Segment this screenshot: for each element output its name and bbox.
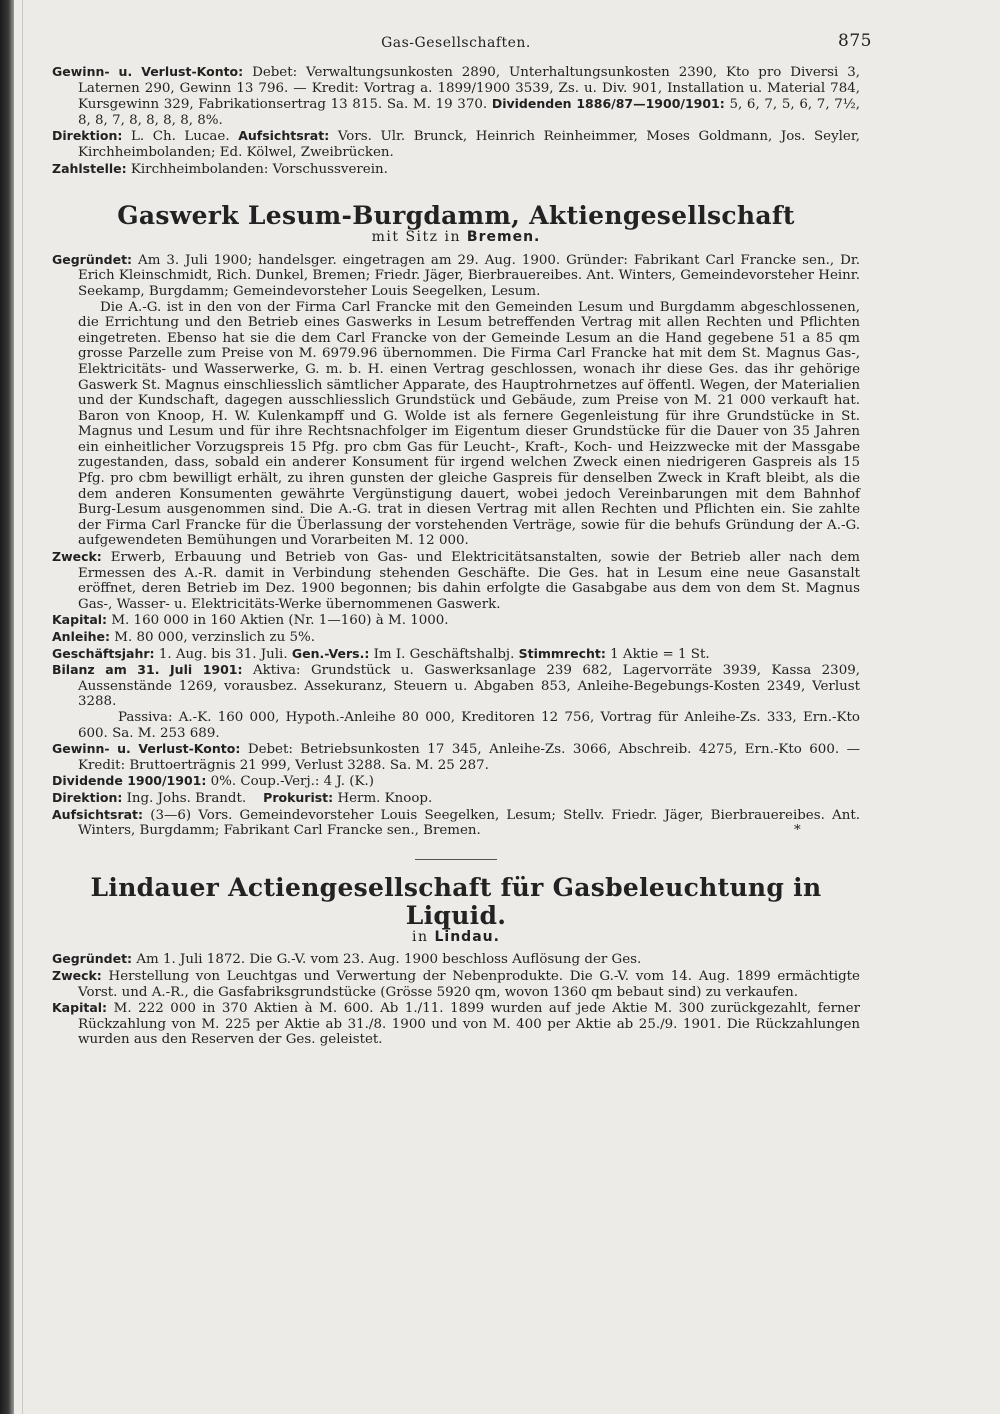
company-seat [52,930,860,946]
field-text: Kirchheimbolanden: Vorschussverein. [130,161,388,177]
field-label: Direktion: [52,789,123,805]
company-entry-gaswerk-lesum [52,202,860,839]
page-content [52,31,872,1048]
field-label: Gegründet: [52,951,133,967]
seat-city: Lindau. [434,928,500,945]
seat-city: Bremen. [466,229,541,246]
company-entry-lindauer [52,874,860,1048]
management [52,790,860,807]
field-label: Stimmrecht: [518,645,606,661]
field-label: Anleihe: [52,629,110,644]
paying-agent [52,161,860,178]
field-label: Gewinn- u. Verlust-Konto: [52,741,241,757]
field-label: Dividenden 1886/87—1900/1901: [491,96,725,112]
field-text: L. Ch. Lucae. [130,129,230,145]
field-text: 1. Aug. bis 31. Juli. [158,646,288,662]
company-title: Gaswerk Lesum-Burgdamm, Aktiengesellschaft [117,201,795,231]
seat-prefix: mit Sitz in [371,229,461,246]
field-text: M. 222 000 in 370 Aktien à M. 600. Ab 1./11. 1899 wurden auf jede Aktie M. 300 zurückgezahlt, ferner Rückzahlung von M. 225 per Aktie ab 31./8. 1900 und von M. 400 per Aktie ab 25./9. 1901. Die Rückzahlungen wurden aus den Reserven der Ges. geleistet. [78,1001,860,1048]
field-text: Im I. Geschäftshalbj. [373,646,515,662]
separator-rule [415,859,497,860]
field-label: Aufsichtsrat: [52,806,144,822]
field-text: Aktiva: Grundstück u. Gaswerksanlage 239 682, Lagervorräte 3939, Kassa 2309, Aussenstände 1269, vorausbez. Assekuranz, Steuern u. Abgaben 853, Anleihe-Begebungs-Kosten 2349, Verlust 3288. [78,663,860,710]
page-number: 875 [838,31,872,51]
profit-loss-account [52,741,860,773]
field-label: Dividende 1900/1901: [52,773,207,789]
field-label: Geschäftsjahr: [52,645,155,661]
field-text: Herstellung von Leuchtgas und Verwertung der Nebenprodukte. Die G.-V. vom 14. Aug. 1899 ermächtigte Vorst. und A.-R., die Gasfabriksgrundstücke (Grösse 5920 qm, wovon 1360 qm bebaut sind) zu verkaufen. [78,968,860,1000]
field-text: Erwerb, Erbauung und Betrieb von Gas- und Elektricitätsanstalten, sowie der Betrieb aller nach dem Ermessen des A.-R. damit in Verbindung stehenden Geschäfte. Die Ges. hat in Lesum eine neue Gasanstalt eröffnet, deren Betrieb im Dez. 1900 begonnen; bis dahin erfolgte die Gasabgabe aus dem von dem St. Magnus Gas-, Wasser- u. Elektricitäts-Werke übernommenen Gaswerk. [78,550,860,612]
capital [52,1000,860,1048]
field-text: Vors. Ulr. Brunck, Heinrich Reinheimmer, Moses Goldmann, Jos. Seyler, Kirchheimbolanden; Ed. Kölwel, Zweibrücken. [78,129,861,160]
field-label: Aufsichtsrat: [238,128,330,144]
field-text: 5, 6, 7, 5, 6, 7, 7½, 8, 8, 7, 8, 8, 8, 8, 8%. [78,97,861,128]
supervisory-board: Aufsichtsrat: (3—6) Vors. Gemeindevorsteher Louis Seegelken, Lesum; Stellv. Friedr. Jäger, Bierbrauereibes. Ant. Winters, Burgdamm; Fabrikant Carl Francke sen., Bremen. * [52,806,860,839]
purpose [52,549,860,612]
seat-prefix: in [412,928,429,945]
field-label: Zweck: [52,967,102,983]
field-text: M. 80 000, verzinslich zu 5%. [114,630,315,645]
page-edge-line [22,0,23,1414]
field-label: Prokurist: [263,789,334,805]
field-text: (3—6) Vors. Gemeindevorsteher Louis Seegelken, Lesum; Stellv. Friedr. Jäger, Bierbrauereibes. Ant. Winters, Burgdamm; Fabrikant Carl Francke sen., Bremen. [78,807,860,839]
purpose [52,968,860,1000]
running-head [52,31,872,64]
field-label: Direktion: [52,128,123,144]
field-text: Am 3. Juli 1900; handelsger. eingetragen am 29. Aug. 1900. Gründer: Fabrikant Carl Francke sen., Dr. Erich Kleinschmidt, Rich. Dunkel, Bremen; Friedr. Jäger, Bierbrauereibes. Ant. Winters, Gemeindevorsteher Heinr. Seekamp, Burgdamm; Gemeindevorsteher Louis Seegelken, Lesum. [78,252,860,299]
balance-sheet-liabilities: Passiva: A.-K. 160 000, Hypoth.-Anleihe 80 000, Kreditoren 12 756, Vortrag für Anleihe-Zs. 333, Ern.-Kto 600. Sa. M. 253 689. [78,709,860,741]
founded [52,252,860,300]
field-text: Debet: Verwaltungsunkosten 2890, Unterhaltungsunkosten 2390, Kto pro Diversi 3, Laternen 290, Gewinn 13 796. — Kredit: Vortrag a. 1899/1900 3539, Zs. u. Div. 901, Installation u. Material 784, Kursgewinn 329, Fabrikationsertrag 13 815. Sa. M. 19 370. [78,65,860,113]
dividend [52,773,860,790]
field-text: Am 1. Juli 1872. Die G.-V. vom 23. Aug. 1900 beschloss Auflösung der Ges. [136,952,642,968]
profit-loss-account [52,64,860,128]
loan [52,629,860,646]
field-label: Gewinn- u. Verlust-Konto: [52,64,244,79]
field-label: Bilanz am 31. Juli 1901: [52,662,243,678]
field-label: Zahlstelle: [52,160,127,176]
fiscal-year-line [52,646,860,663]
field-label: Gegründet: [52,251,133,267]
field-text: M. 160 000 in 160 Aktien (Nr. 1—160) à M. 1000. [111,613,449,629]
field-text: Ing. Johs. Brandt. [126,790,247,806]
balance-sheet-assets [52,662,860,710]
field-label: Zweck: [52,549,102,565]
company-title: Lindauer Actiengesellschaft für Gasbeleuchtung in Liquid. [90,872,822,930]
management [52,128,860,160]
book-spine-shadow [0,0,14,1414]
field-text: 0%. Coup.-Verj.: 4 J. (K.) [210,774,374,790]
founded [52,951,860,968]
company-seat [52,230,860,246]
field-label: Gen.-Vers.: [291,645,370,661]
field-text: 1 Aktie = 1 St. [610,646,710,662]
field-text: Debet: Betriebsunkosten 17 345, Anleihe-Zs. 3066, Abschreib. 4275, Ern.-Kto 600. — Kredit: Bruttoerträgnis 21 999, Verlust 3288. Sa. M. 25 287. [78,742,860,773]
field-label: Kapital: [52,612,108,628]
previous-entry-tail [52,64,860,177]
company-history: Die A.-G. ist in den von der Firma Carl Francke mit den Gemeinden Lesum und Burgdamm abgeschlossenen, die Errichtung und den Betrieb eines Gaswerks in Lesum betreffenden Vertrag mit allen Rechten und Pflichten eingetreten. Ebenso hat sie die dem Carl Francke von der Gemeinde Lesum an die Hand gegebene 51 a 85 qm grosse Parzelle zum Preise von M. 6979.96 übernommen. Die Firma Carl Francke hat mit dem St. Magnus Gas-, Elektricitäts- und Wasserwerke, G. m. b. H. einen Vertrag geschlossen, wonach ihr diese Ges. das ihr gehörige Gaswerk St. Magnus einschliesslich sämtlicher Apparate, des Hauptrohrnetzes auf öffentl. Wegen, der Materialien und der Kundschaft, dagegen ausschliesslich Grundstück und Gebäude, zum Preise von M. 21 000 verkauft hat. Baron von Knoop, H. W. Kulenkampff und G. Wolde ist als fernere Gegenleistung für ihre Grundstücke in St. Magnus und Lesum und für ihre Rechtsnachfolger im Eigentum dieser Grundstücke für die Dauer von 35 Jahren ein einheitlicher Vorzugspreis 15 Pfg. pro cbm Gas für Leucht-, Kraft-, Koch- und Heizzwecke mit der Massgabe zugestanden, dass, sobald ein anderer Konsument für irgend welchen Zweck einen niedrigeren Gaspreis als 15 Pfg. pro cbm bewilligt erhält, zu ihren gunsten der gleiche Gaspreis für denselben Zweck in Kraft bleibt, als die dem anderen Konsumenten gewährte Vergünstigung dauert, wobei jedoch Vereinbarungen mit dem Bahnhof Burg-Lesum ausgenommen sind. Die A.-G. trat in diesen Vertrag mit allen Rechten und Pflichten ein. Sie zahlte der Firma Carl Francke für die Überlassung der vorstehenden Verträge, sowie für die behufs Gründung der A.-G. aufgewendeten Bemühungen und Vorarbeiten M. 12 000. [78,299,860,549]
field-text: Herm. Knoop. [337,790,433,806]
running-head-title: Gas-Gesellschaften. [381,35,531,51]
field-label: Kapital: [52,1000,108,1016]
capital [52,612,860,629]
